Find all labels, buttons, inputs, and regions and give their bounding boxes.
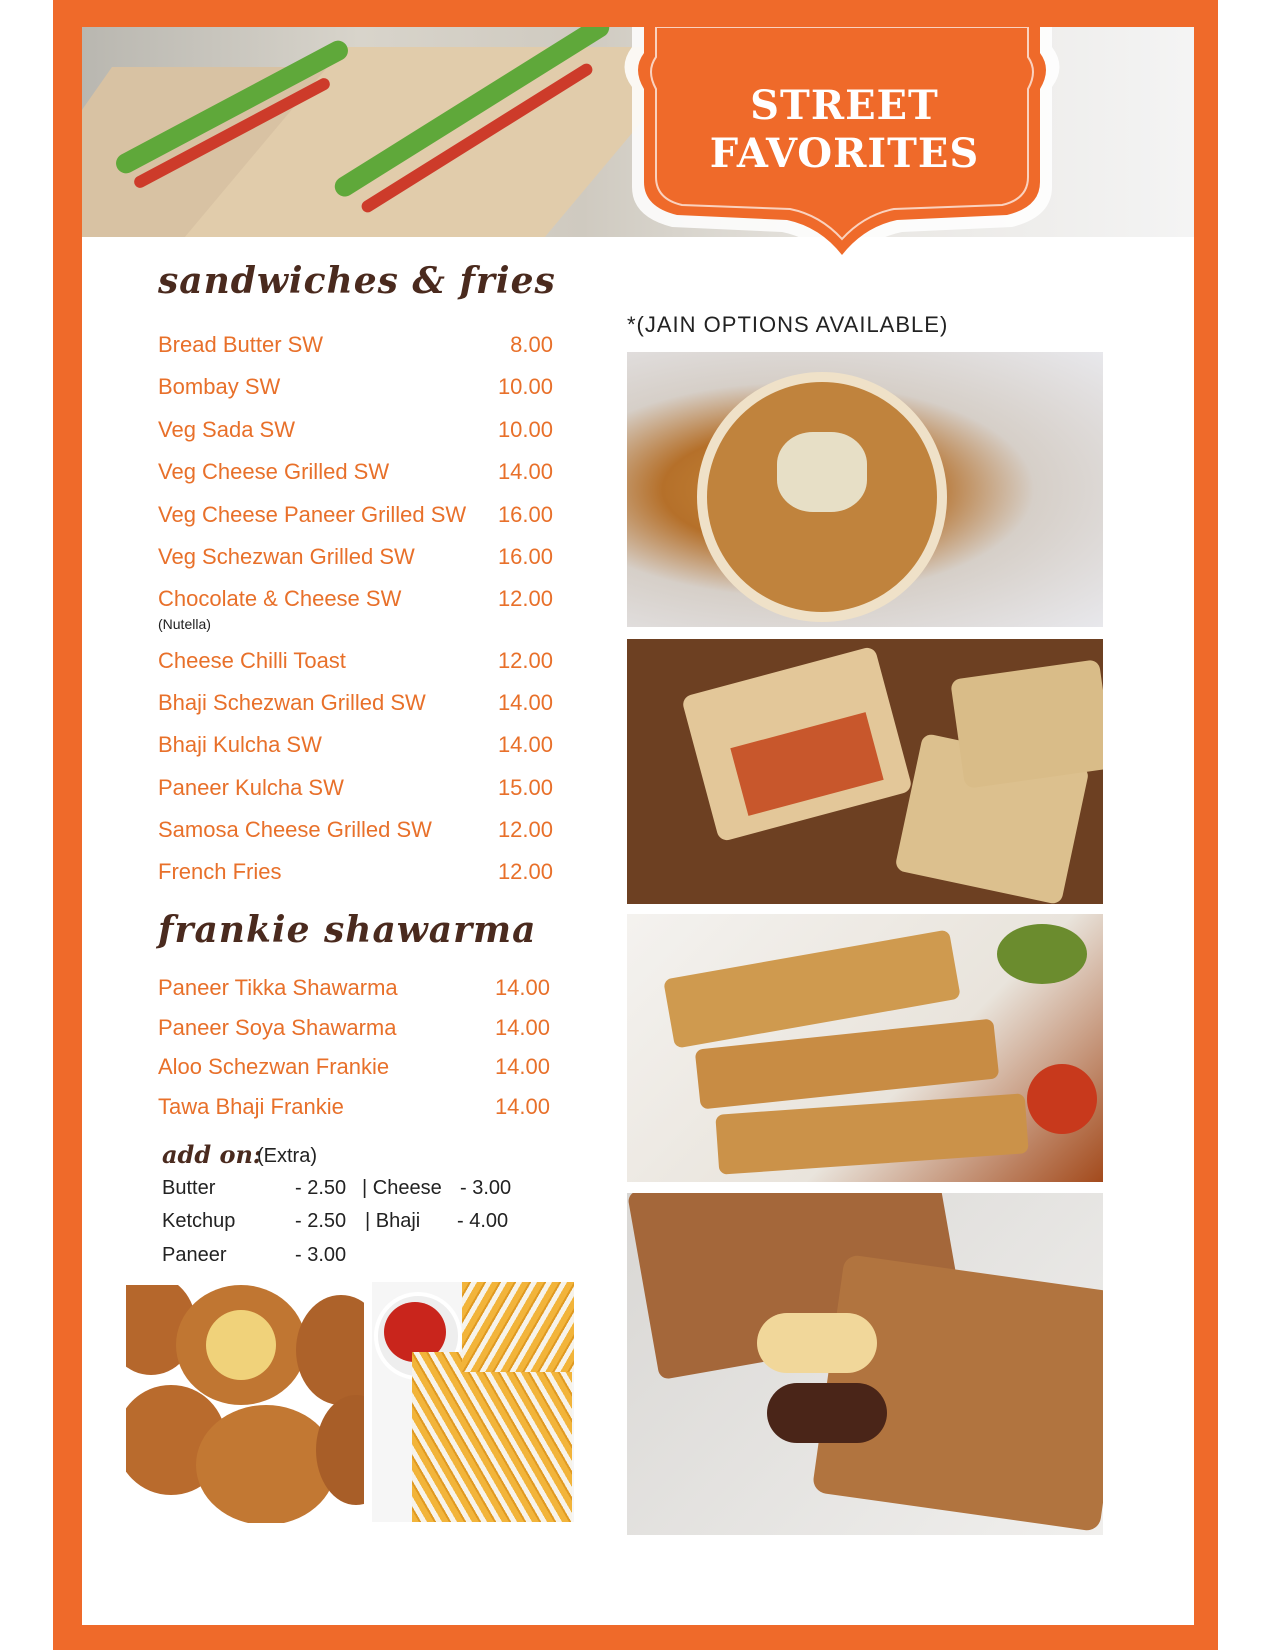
menu-item: [158, 648, 553, 676]
item-price: 12.00: [497, 859, 553, 884]
addon-name: | Cheese: [362, 1177, 442, 1199]
grilled-sandwich-photo: [627, 639, 1103, 904]
item-price: 15.00: [497, 775, 553, 800]
item-price: 16.00: [497, 544, 553, 569]
item-price: 10.00: [497, 417, 553, 442]
item-price: 14.00: [494, 975, 550, 1000]
item-name: Veg Cheese Paneer Grilled SW: [158, 502, 467, 527]
item-name: Chocolate & Cheese SW: [158, 586, 402, 611]
addon-title: add on:: [162, 1140, 262, 1169]
menu-item: [158, 374, 553, 402]
addon-name: Butter: [162, 1177, 216, 1199]
item-price: 14.00: [497, 732, 553, 757]
menu-item: [158, 690, 553, 718]
toast-sandwich-photo: [627, 914, 1103, 1182]
item-price: 12.00: [497, 648, 553, 673]
item-name: French Fries: [158, 859, 282, 884]
addon-name: | Bhaji: [365, 1210, 421, 1232]
addon-price: - 4.00: [457, 1210, 509, 1232]
addon-name: Ketchup: [162, 1210, 236, 1232]
section-title-sandwiches: sandwiches & fries: [158, 260, 556, 302]
item-price: 14.00: [494, 1054, 550, 1079]
menu-item: [158, 417, 553, 445]
french-fries-photo: [372, 1282, 574, 1522]
item-name: Veg Sada SW: [158, 417, 295, 442]
item-price: 16.00: [497, 502, 553, 527]
item-name: Paneer Soya Shawarma: [158, 1015, 397, 1040]
addon-price: - 2.50: [295, 1177, 347, 1199]
page-title: [647, 82, 1042, 178]
item-name: Paneer Tikka Shawarma: [158, 975, 398, 1000]
item-price: 14.00: [494, 1094, 550, 1119]
item-price: 8.00: [510, 332, 553, 357]
item-price: 14.00: [494, 1015, 550, 1040]
item-name: Tawa Bhaji Frankie: [158, 1094, 344, 1119]
jain-options-note: *(JAIN OPTIONS AVAILABLE): [627, 312, 949, 337]
title-line-2: FAVORITES: [709, 130, 980, 177]
addon-price: - 3.00: [295, 1244, 347, 1266]
menu-item: [158, 544, 553, 572]
item-price: 14.00: [497, 459, 553, 484]
item-note: (Nutella): [158, 616, 211, 632]
menu-item: [158, 817, 553, 845]
item-name: Bhaji Schezwan Grilled SW: [158, 690, 426, 715]
title-line-1: STREET: [750, 82, 939, 129]
menu-page: [82, 27, 1194, 1625]
menu-item: [158, 332, 553, 360]
menu-item: [158, 975, 550, 1003]
item-name: Bhaji Kulcha SW: [158, 732, 322, 757]
item-name: Veg Cheese Grilled SW: [158, 459, 390, 484]
item-name: Paneer Kulcha SW: [158, 775, 344, 800]
menu-item: [158, 502, 553, 530]
menu-item: [158, 1094, 550, 1122]
addon-price: - 3.00: [460, 1177, 512, 1199]
item-name: Samosa Cheese Grilled SW: [158, 817, 432, 842]
menu-item: [158, 459, 553, 487]
addon-price: - 2.50: [295, 1210, 347, 1232]
item-price: 12.00: [497, 817, 553, 842]
shawarma-roll-photo: [627, 352, 1103, 627]
section-title-frankie: frankie shawarma: [158, 909, 537, 951]
item-name: Bombay SW: [158, 374, 281, 399]
cheese-balls-photo: [126, 1285, 364, 1523]
menu-item: [158, 732, 553, 760]
addon-extra-label: (Extra): [257, 1145, 317, 1167]
item-name: Veg Schezwan Grilled SW: [158, 544, 415, 569]
menu-item: [158, 586, 553, 632]
menu-item: [158, 859, 553, 887]
item-price: 14.00: [497, 690, 553, 715]
item-price: 10.00: [497, 374, 553, 399]
menu-item: [158, 1054, 550, 1082]
menu-item: [158, 775, 553, 803]
item-price: 12.00: [497, 586, 553, 611]
item-name: Aloo Schezwan Frankie: [158, 1054, 390, 1079]
item-name: Cheese Chilli Toast: [158, 648, 346, 673]
item-name: Bread Butter SW: [158, 332, 324, 357]
menu-item: [158, 1015, 550, 1043]
addon-name: Paneer: [162, 1244, 227, 1266]
chocolate-cheese-sandwich-photo: [627, 1193, 1103, 1535]
